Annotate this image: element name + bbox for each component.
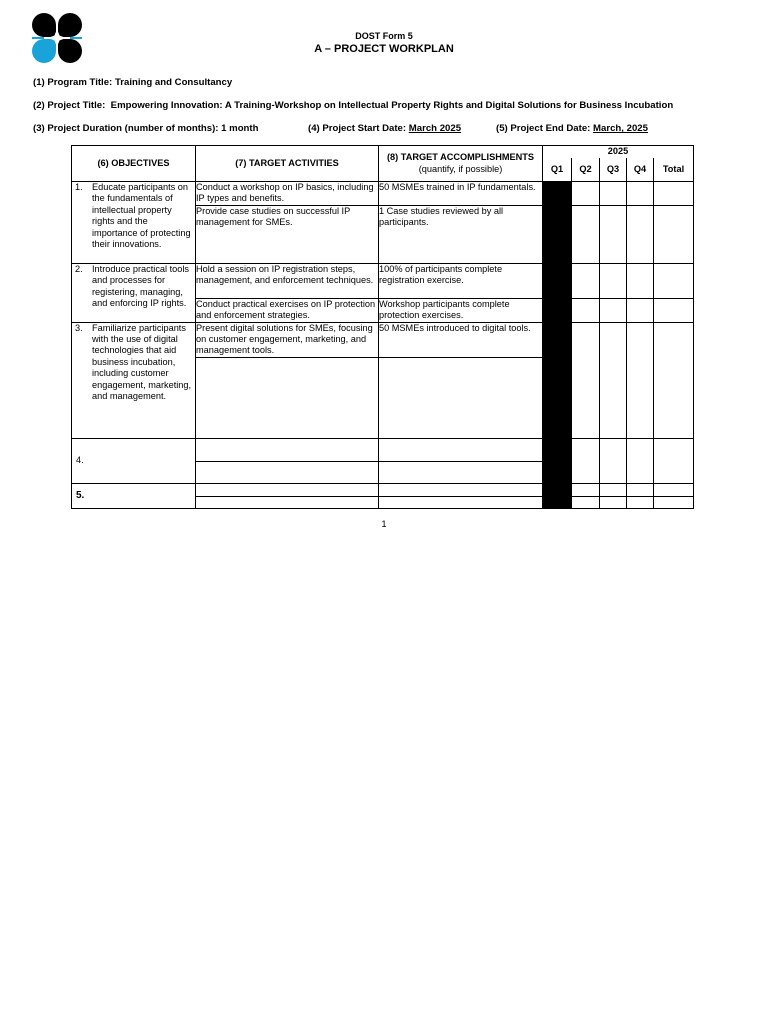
q2-cell — [572, 496, 600, 508]
q3-cell — [600, 182, 627, 206]
table-row — [72, 483, 694, 496]
table-row — [72, 438, 694, 461]
objective-cell — [72, 182, 196, 264]
header-target-accomplishments-label: (8) TARGET ACCOMPLISHMENTS — [387, 152, 534, 163]
q3-cell — [600, 298, 627, 322]
header-total: Total — [654, 158, 694, 182]
objective-number: 4. — [72, 438, 196, 483]
q4-cell — [627, 483, 654, 496]
q4-cell — [627, 205, 654, 263]
q2-cell — [572, 205, 600, 263]
project-duration-value: 1 month — [221, 123, 259, 134]
project-title-value: Empowering Innovation: A Training-Workshop on Intellectual Property Rights and Digital Solutions for Business Incubation — [110, 100, 674, 111]
q1-cell — [543, 263, 572, 298]
activity-cell — [196, 438, 379, 461]
q4-cell — [627, 263, 654, 298]
accomplishment-cell — [379, 461, 543, 483]
header-q4: Q4 — [627, 158, 654, 182]
accomplishment-cell: Workshop participants complete protection exercises. — [379, 298, 543, 322]
q2-cell — [572, 322, 600, 438]
activity-cell — [196, 357, 379, 438]
q3-cell — [600, 483, 627, 496]
total-cell — [654, 322, 694, 438]
q2-cell — [572, 438, 600, 483]
program-title-line — [33, 77, 232, 88]
header-q1: Q1 — [543, 158, 572, 182]
objective-text: Familiarize participants with the use of digital technologies that aid business incubation, including customer engagement, marketing, and management. — [92, 322, 192, 402]
program-title-label: (1) Program Title: — [33, 77, 113, 88]
page-number: 1 — [381, 519, 387, 529]
q1-cell — [543, 298, 572, 322]
q1-cell — [543, 205, 572, 263]
project-end-date — [496, 123, 648, 134]
objective-number: 3. — [75, 322, 83, 333]
q2-cell — [572, 483, 600, 496]
q2-cell — [572, 298, 600, 322]
q4-cell — [627, 438, 654, 483]
q1-cell — [543, 483, 572, 496]
objective-number: 2. — [75, 263, 83, 274]
activity-cell: Provide case studies on successful IP management for SMEs. — [196, 205, 379, 263]
table-row — [72, 182, 694, 206]
accomplishment-cell: 50 MSMEs introduced to digital tools. — [379, 322, 543, 357]
workplan-table — [71, 145, 694, 509]
project-end-date-value: March, 2025 — [593, 123, 648, 134]
objective-text: Educate participants on the fundamentals of intellectual property rights and the importance of protecting their innovations. — [92, 182, 191, 250]
objective-text: Introduce practical tools and processes for registering, managing, and enforcing IP rights. — [92, 263, 190, 309]
header-target-activities: (7) TARGET ACTIVITIES — [196, 146, 379, 182]
q4-cell — [627, 322, 654, 438]
project-duration — [33, 123, 258, 134]
total-cell — [654, 182, 694, 206]
accomplishment-cell — [379, 483, 543, 496]
form-number: DOST Form 5 — [355, 31, 413, 41]
total-cell — [654, 205, 694, 263]
total-cell — [654, 496, 694, 508]
project-title-label: (2) Project Title: — [33, 100, 106, 111]
form-title: A – PROJECT WORKPLAN — [314, 43, 454, 55]
q3-cell — [600, 496, 627, 508]
activity-cell — [196, 496, 379, 508]
objective-cell — [72, 263, 196, 322]
total-cell — [654, 298, 694, 322]
q4-cell — [627, 298, 654, 322]
activity-cell — [196, 483, 379, 496]
activity-cell: Present digital solutions for SMEs, focusing on customer engagement, marketing, and management tools. — [196, 322, 379, 357]
header-objectives: (6) OBJECTIVES — [72, 146, 196, 182]
header-year: 2025 — [543, 146, 694, 158]
header-target-accomplishments — [379, 146, 543, 182]
q2-cell — [572, 182, 600, 206]
total-cell — [654, 483, 694, 496]
accomplishment-cell: 50 MSMEs trained in IP fundamentals. — [379, 182, 543, 206]
header-q2: Q2 — [572, 158, 600, 182]
activity-cell: Conduct practical exercises on IP protection and enforcement strategies. — [196, 298, 379, 322]
project-start-date-label: (4) Project Start Date: — [308, 123, 407, 134]
project-end-date-label: (5) Project End Date: — [496, 123, 591, 134]
header-q3: Q3 — [600, 158, 627, 182]
project-title-line — [33, 100, 673, 111]
q1-cell — [543, 438, 572, 483]
q1-cell — [543, 182, 572, 206]
objective-cell — [72, 322, 196, 438]
q3-cell — [600, 438, 627, 483]
q3-cell — [600, 322, 627, 438]
project-start-date-value: March 2025 — [408, 123, 462, 134]
q1-cell — [543, 496, 572, 508]
table-row — [72, 322, 694, 357]
objective-number: 5. — [72, 483, 196, 508]
accomplishment-cell — [379, 357, 543, 438]
activity-cell — [196, 461, 379, 483]
activity-cell: Hold a session on IP registration steps, management, and enforcement techniques. — [196, 263, 379, 298]
q3-cell — [600, 205, 627, 263]
activity-cell: Conduct a workshop on IP basics, including IP types and benefits. — [196, 182, 379, 206]
objective-number: 1. — [75, 182, 83, 192]
accomplishment-cell — [379, 438, 543, 461]
header-target-accomplishments-sub: (quantify, if possible) — [418, 163, 503, 174]
q2-cell — [572, 263, 600, 298]
q4-cell — [627, 496, 654, 508]
q4-cell — [627, 182, 654, 206]
q3-cell — [600, 263, 627, 298]
total-cell — [654, 438, 694, 483]
q1-cell — [543, 322, 572, 438]
accomplishment-cell: 100% of participants complete registration exercise. — [379, 263, 543, 298]
accomplishment-cell — [379, 496, 543, 508]
program-title-value: Training and Consultancy — [114, 77, 233, 88]
accomplishment-cell: 1 Case studies reviewed by all participants. — [379, 205, 543, 263]
table-row — [72, 263, 694, 298]
project-duration-label: (3) Project Duration (number of months): — [33, 123, 219, 134]
total-cell — [654, 263, 694, 298]
project-start-date — [308, 123, 461, 134]
